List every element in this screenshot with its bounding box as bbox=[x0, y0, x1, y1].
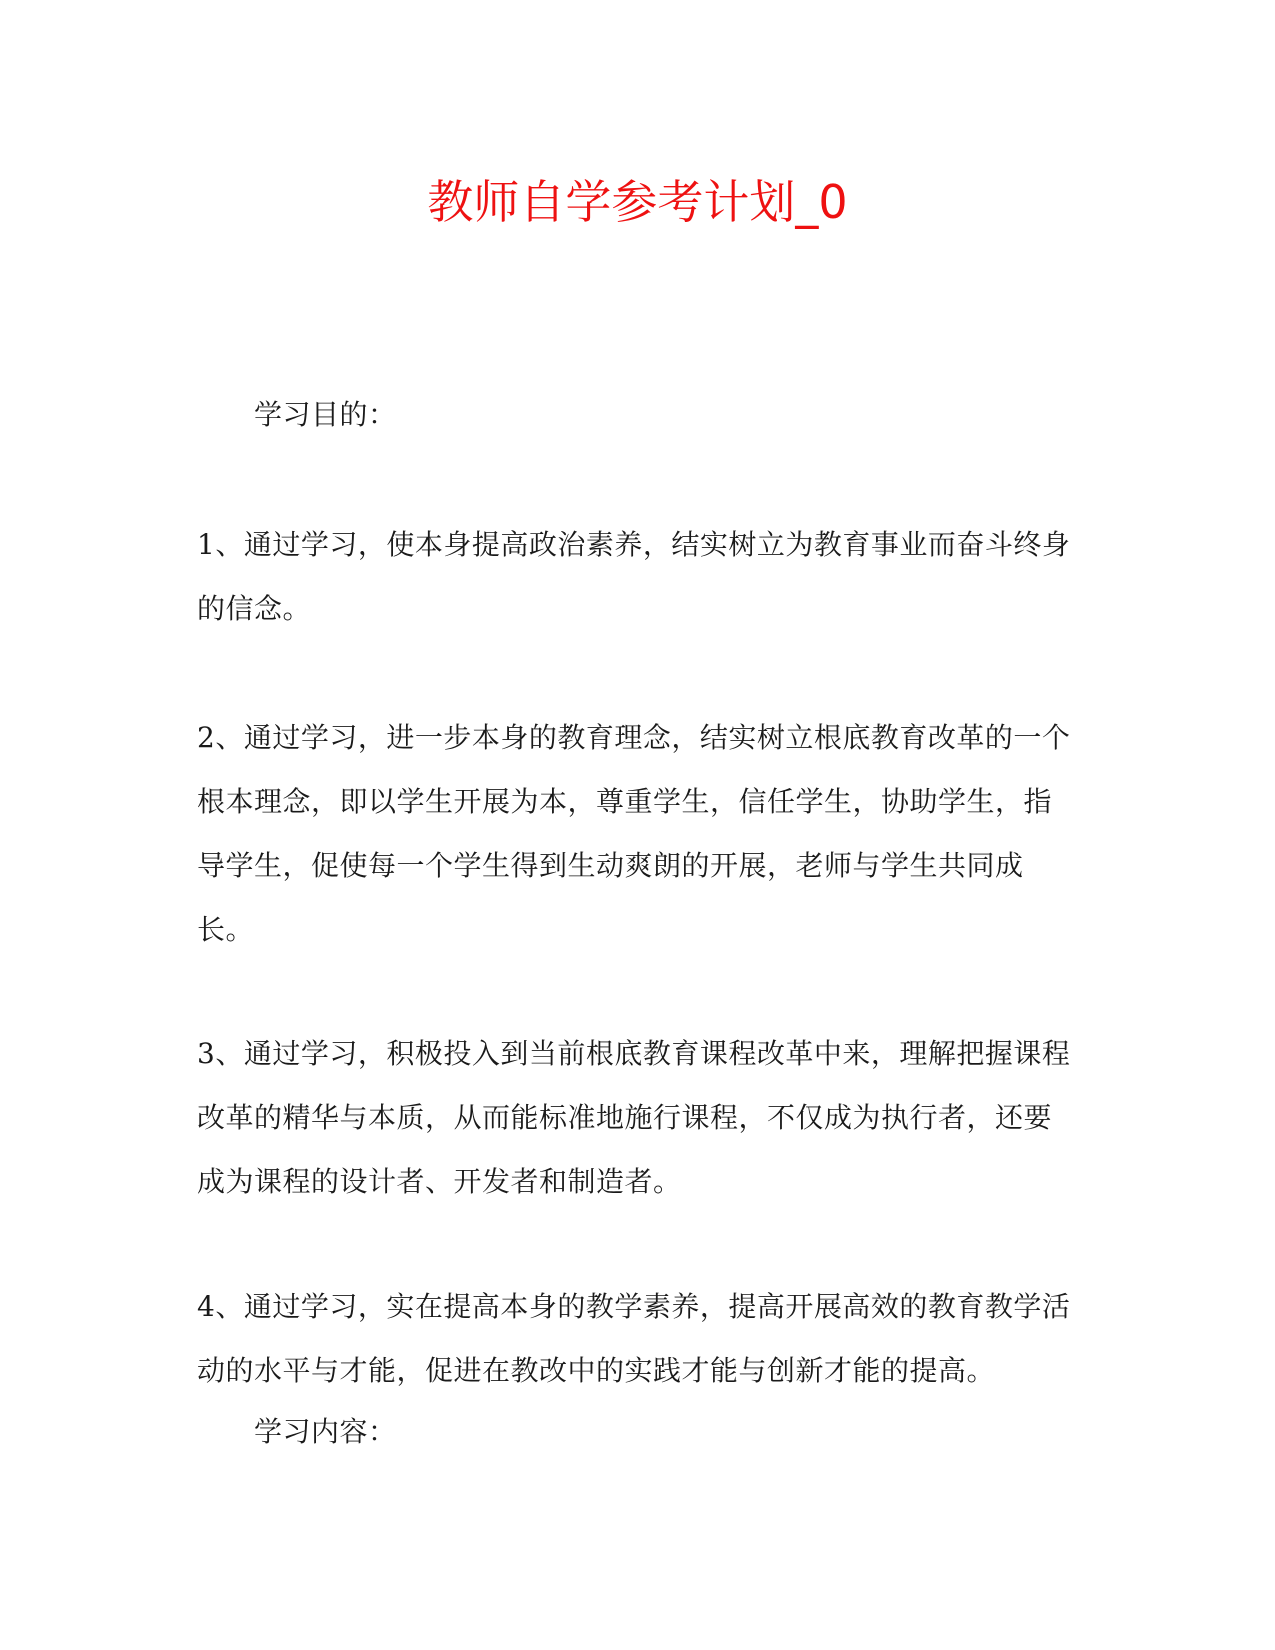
section-heading-content: 学习内容： bbox=[254, 1415, 397, 1448]
paragraph-goal-2: 2、通过学习，进一步本身的教育理念，结实树立根底教育改革的一个根本理念，即以学生开展为本，尊重学生，信任学生，协助学生，指导学生，促使每一个学生得到生动爽朗的开展，老师与学生共同成长。 bbox=[197, 721, 1071, 946]
paragraph-goal-3: 3、通过学习，积极投入到当前根底教育课程改革中来，理解把握课程改革的精华与本质，从而能标准地施行课程，不仅成为执行者，还要成为课程的设计者、开发者和制造者。 bbox=[197, 1037, 1071, 1198]
paragraph-goal-4: 4、通过学习，实在提高本身的教学素养，提高开展高效的教育教学活动的水平与才能，促进在教改中的实践才能与创新才能的提高。 bbox=[197, 1290, 1071, 1387]
document-title: 教师自学参考计划_0 bbox=[427, 175, 848, 229]
section-heading-goals: 学习目的： bbox=[254, 398, 397, 431]
paragraph-goal-1: 1、通过学习，使本身提高政治素养，结实树立为教育事业而奋斗终身的信念。 bbox=[197, 528, 1071, 625]
